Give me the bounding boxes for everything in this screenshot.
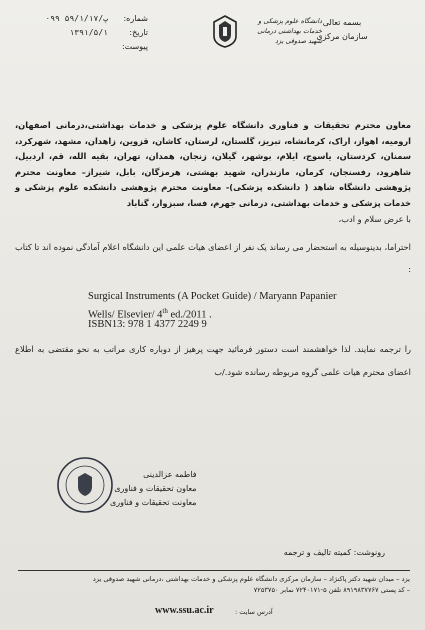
date-label: تاریخ: bbox=[129, 28, 148, 37]
basmala: بسمه تعالی bbox=[322, 18, 362, 27]
book-line2-pre: Wells/ Elsevier/ 4 bbox=[88, 309, 163, 321]
recipients: معاون محترم تحقیقات و فناوری دانشگاه علوم پزشکی و خدمات بهداشتی،درمانی اصفهان، ارومیه، اهواز، اراک، کرمانشاه، تبریز، گلستان، لرستان، کاشان، قزوین، زاهدان، مشهد، شهرکرد، سمنان، کردستان، یاسوج، ایلام، بوشهر، گیلان، زنجان، همدان، تهران، بقیه الله، قم، اردبیل، شاهرود، رفسنجان، کرمان، مازندران، شهید بهشتی، هرمزگان، بابل، شیراز– معاونت محترم پژوهشی دانشگاه شاهد ( دانشکده پزشکی)- معاونت محترم پژوهشی دانشکده علوم پزشکی و خدمات پزشکی و خدمات بهداشتی، درمانی جهرم، فسا، سبزوار، گناباد bbox=[15, 120, 411, 208]
university-line-2: شهید صدوقی یزد bbox=[275, 37, 322, 45]
footer-line-2: – کد پستی ۸۹۱۹۸۳۷۷۶۷ تلفن ۵-۷۲۴۰۱۷۱ نمابر ۷۲۵۳۷۵۰ bbox=[253, 586, 410, 594]
office-name: سازمان مرکزی bbox=[316, 32, 368, 41]
footer-line-1: یزد – میدان شهید دکتر پاکنژاد – سازمان مرکزی دانشگاه علوم پزشکی و خدمات بهداشتی ،درمانی شهید صدوقی یزد bbox=[92, 575, 410, 583]
website-label: آدرس سایت : bbox=[235, 608, 273, 616]
website-link[interactable]: www.ssu.ac.ir bbox=[155, 605, 214, 616]
number-label: شماره: bbox=[123, 14, 148, 23]
book-line2-post: ed./2011 . bbox=[167, 309, 212, 321]
footer-address bbox=[18, 574, 410, 596]
book-line2-sup: th bbox=[162, 307, 168, 315]
number-value: ۰۹۹ ۵۹/۱/۱۷/پ bbox=[45, 14, 108, 23]
book-isbn: ISBN13: 978 1 4377 2249 9 bbox=[88, 319, 207, 330]
official-stamp bbox=[55, 455, 115, 515]
body-outro: را ترجمه نمایند. لذا خواهشمند است دستور فرمائید جهت پرهیز از دوباره کاری مراتب به نحو مقتضی به اطلاع اعضای محترم هیات علمی گروه مربوطه رسانده شود./ب bbox=[15, 344, 411, 377]
body-intro: احتراما، بدینوسیله به استحضار می رساند یک نفر از اعضای هیات علمی این دانشگاه اعلام آمادگی نموده اند تا کتاب : bbox=[15, 242, 411, 274]
letter-meta bbox=[18, 12, 148, 54]
date-value: ۱۳۹۱/۵/۱ bbox=[69, 28, 108, 37]
signer-title: معاون تحقیقات و فناوری bbox=[114, 484, 197, 493]
university-logo bbox=[210, 14, 240, 48]
carbon-copy: رونوشت: کمیته تالیف و ترجمه bbox=[283, 548, 385, 557]
attachment-label: پیوست: bbox=[121, 42, 148, 51]
footer-divider bbox=[18, 570, 410, 571]
university-line-1: دانشگاه علوم پزشکی و خدمات بهداشتی درمانی bbox=[257, 17, 322, 35]
signer-name: فاطمه عزالدینی bbox=[143, 470, 197, 479]
book-title-line-1: Surgical Instruments (A Pocket Guide) / Maryann Papanier bbox=[88, 291, 337, 302]
stamp-text: معاونت تحقیقات و فناوری bbox=[110, 498, 197, 507]
signature-block bbox=[110, 468, 197, 510]
greeting: با عرض سلام و ادب، bbox=[338, 214, 411, 224]
letter-heading bbox=[297, 16, 387, 44]
